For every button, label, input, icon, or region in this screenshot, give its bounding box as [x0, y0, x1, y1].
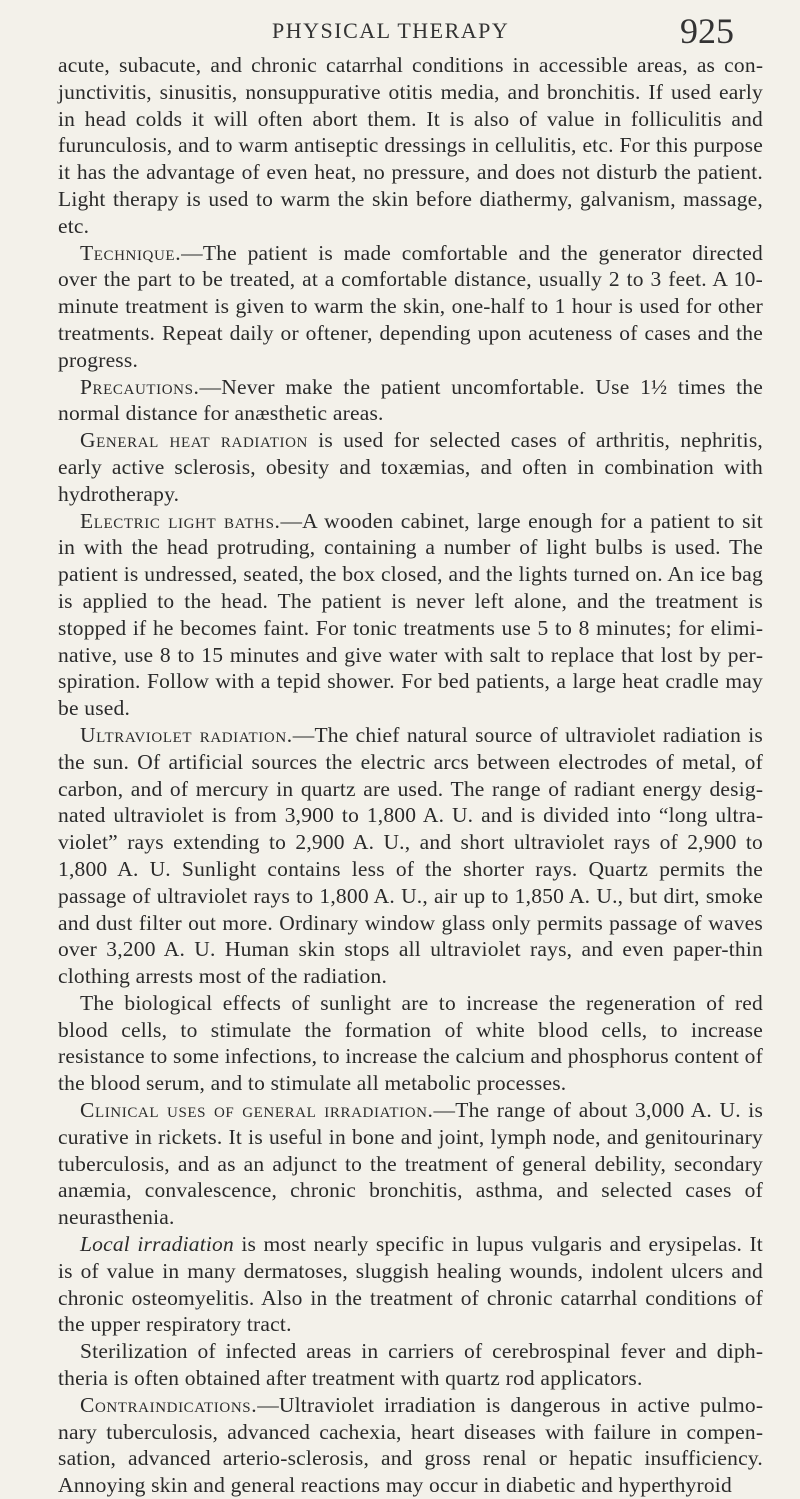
page-number: 925	[680, 11, 734, 51]
paragraph-continuation: acute, subacute, and chronic catarrhal conditions in accessible areas, as conjunctivitis, sinusitis, nonsuppurative otitis media, and bronchitis. If used early in head colds it will often abort them. It is also of value in folliculitis and furunculosis, and to warm antiseptic dressings in cellulitis, etc. For this purpose it has the advantage of even heat, no pressure, and does not disturb the patient. Light therapy is used to warm the skin before diathermy, galvanism, massage, etc.	[58, 53, 763, 238]
running-title: PHYSICAL THERAPY	[272, 18, 510, 43]
paragraph-biological-effects: The biological effects of sunlight are to increase the regeneration of red blood cells, to stimulate the formation of white blood cells, to increase resistance to some infections, to increase the calcium and phosphorus content of the blood serum, and to stimulate all metabolic processes.	[58, 990, 763, 1096]
paragraph-local-irradiation: Local irradiation is most nearly specific in lupus vulgaris and erysipelas. It is of value in many dermatoses, sluggish healing wounds, indolent ulcers and chronic osteomyelitis. Also in the treatment of chronic catarrhal conditions of the upper respiratory tract.	[58, 1232, 763, 1337]
paragraph-electric-light-baths: Electric light baths.—A wooden cabinet, large enough for a patient to sit in with the head protruding, containing a number of light bulbs is used. The patient is undressed, seated, the box closed, and the lights turned on. An ice bag is applied to the head. The patient is never left alone, and the treatment is stopped if he becomes faint. For tonic treatments use 5 to 8 minutes; for eliminative, use 8 to 15 minutes and give water with salt to replace that lost by perspiration. Follow with a tepid shower. For bed patients, a large heat cradle may be used.	[58, 508, 763, 721]
paragraph-general-heat-radiation: General heat radiation is used for selected cases of arthritis, nephritis, early active sclerosis, obesity and toxæmias, and often in combination with hydrotherapy.	[58, 428, 763, 506]
paragraph-clinical-uses: Clinical uses of general irradiation.—The range of about 3,000 A. U. is curative in rickets. It is useful in bone and joint, lymph node, and genitourinary tuberculosis, and as an adjunct to the treatment of general debility, secondary anæmia, convalescence, chronic bronchitis, asthma, and selected cases of neurasthenia.	[58, 1098, 764, 1230]
body-text	[58, 52, 763, 1499]
heading-precautions: Precautions.	[80, 374, 200, 399]
heading-electric-light-baths: Electric light baths.	[80, 508, 281, 533]
heading-local-irradiation: Local irradiation	[80, 1232, 234, 1257]
heading-ultraviolet-radiation: Ultraviolet radiation.	[80, 722, 293, 747]
paragraph-contraindications: Contraindications.—Ultraviolet irradiation is dangerous in active pulmonary tuberculosis, advanced cachexia, heart diseases with failure in compensation, advanced arterio-sclerosis, and gross renal or hepatic insufficiency. Annoying skin and general reactions may occur in diabetic and hyperthyroid	[58, 1392, 763, 1498]
running-head	[0, 6, 800, 50]
heading-general-heat-radiation: General heat radiation	[80, 428, 308, 453]
paragraph-sterilization: Sterilization of infected areas in carriers of cerebrospinal fever and diphtheria is often obtained after treatment with quartz rod applicators.	[58, 1339, 763, 1391]
heading-clinical-uses: Clinical uses of general irradiation.	[80, 1098, 434, 1123]
heading-contraindications: Contraindications.	[80, 1392, 258, 1417]
paragraph-technique: Technique.—The patient is made comfortable and the generator directed over the part to be treated, at a comfortable distance, usually 2 to 3 feet. A 10-minute treatment is given to warm the skin, one-half to 1 hour is used for other treatments. Repeat daily or oftener, depending upon acuteness of cases and the progress.	[58, 240, 763, 372]
paragraph-precautions: Precautions.—Never make the patient uncomfortable. Use 1½ times the normal distance for anæsthetic areas.	[58, 374, 763, 426]
paragraph-ultraviolet-radiation: Ultraviolet radiation.—The chief natural source of ultraviolet radiation is the sun. Of artificial sources the electric arcs between electrodes of metal, of carbon, and of mercury in quartz are used. The range of radiant energy designated ultraviolet is from 3,900 to 1,800 A. U. and is divided into “long ultraviolet” rays extending to 2,900 A. U., and short ultraviolet rays of 2,900 to 1,800 A. U. Sunlight contains less of the shorter rays. Quartz permits the passage of ultraviolet rays to 1,800 A. U., air up to 1,850 A. U., but dirt, smoke and dust filter out more. Ordinary window glass only permits passage of waves over 3,200 A. U. Human skin stops all ultraviolet rays, and even paper-thin clothing arrests most of the radiation.	[58, 722, 763, 989]
heading-technique: Technique.	[80, 240, 182, 265]
